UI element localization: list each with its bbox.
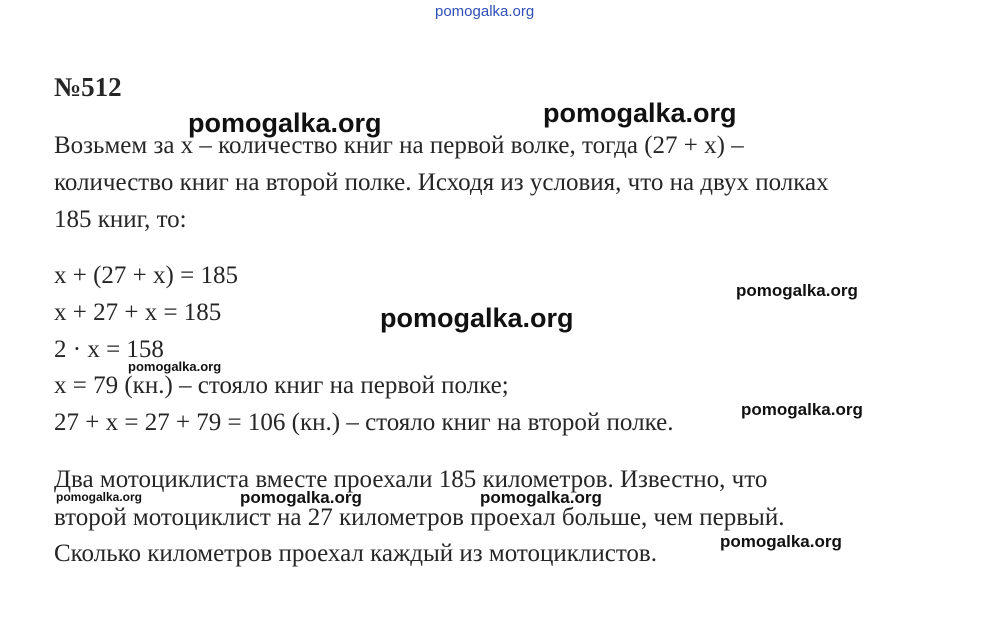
watermark-medium: pomogalka.org (240, 488, 362, 507)
solution-intro-line-2: количество книг на второй полке. Исходя из условия, что на двух полках (54, 169, 829, 196)
equation-line-2: х + 27 + х = 185 (54, 299, 222, 326)
watermark-medium: pomogalka.org (720, 532, 842, 551)
watermark-large: pomogalka.org (543, 98, 737, 128)
new-problem-line-1: Два мотоциклиста вместе проехали 185 километров. Известно, что (54, 466, 768, 493)
watermark-large: pomogalka.org (188, 108, 382, 138)
watermark-large: pomogalka.org (380, 303, 574, 333)
equation-line-5: 27 + х = 27 + 79 = 106 (кн.) – стояло книг на второй полке. (54, 409, 674, 436)
new-problem-line-3: Сколько километров проехал каждый из мотоциклистов. (54, 540, 657, 567)
equation-line-1: х + (27 + х) = 185 (54, 262, 238, 289)
new-problem-line-2: второй мотоциклист на 27 километров проехал больше, чем первый. (54, 504, 785, 531)
task-number: №512 (54, 72, 122, 102)
watermark-medium: pomogalka.org (736, 281, 858, 300)
solution-intro-line-1: Возьмем за х – количество книг на первой волке, тогда (27 + х) – (54, 132, 744, 159)
solution-intro-line-3: 185 книг, то: (54, 206, 187, 233)
watermark-small: pomogalka.org (56, 490, 143, 504)
site-watermark-top: pomogalka.org (435, 3, 535, 20)
watermark-small: pomogalka.org (128, 359, 222, 374)
equation-line-3: 2 · х = 158 (54, 336, 164, 363)
equation-line-4: х = 79 (кн.) – стояло книг на первой полке; (54, 372, 509, 399)
watermark-medium: pomogalka.org (741, 400, 863, 419)
watermark-medium: pomogalka.org (480, 488, 602, 507)
